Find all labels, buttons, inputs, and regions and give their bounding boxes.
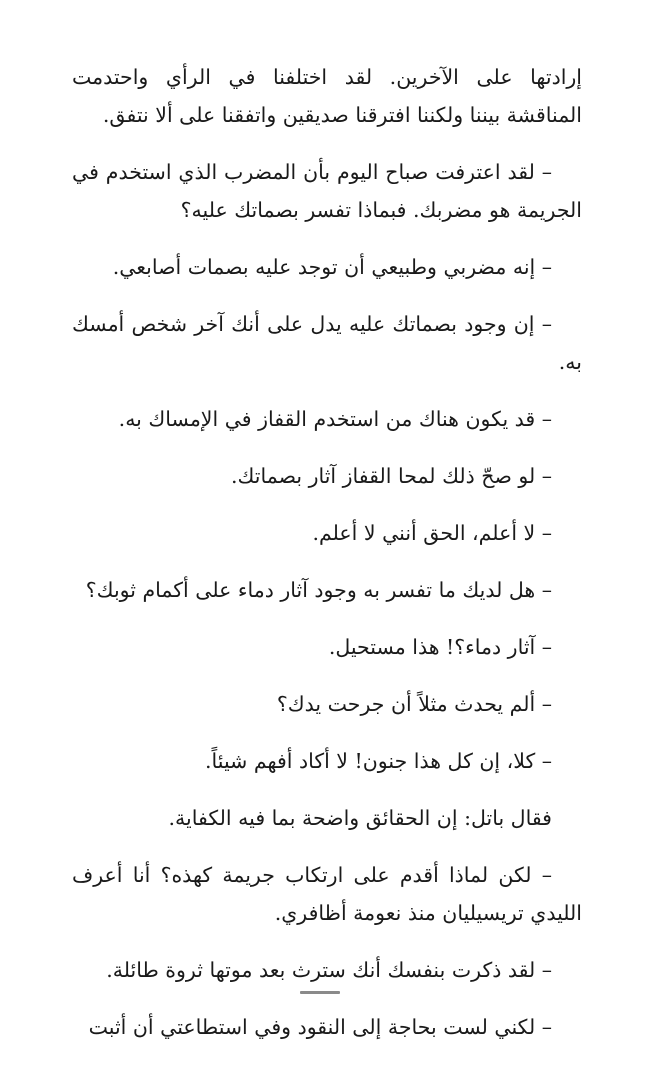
paragraph: – ألم يحدث مثلاً أن جرحت يدك؟ <box>276 692 552 716</box>
cut-off-page-number <box>300 991 340 994</box>
paragraph: فقال باتل: إن الحقائق واضحة بما فيه الكفاية. <box>168 806 552 830</box>
paragraph: – لكني لست بحاجة إلى النقود وفي استطاعتي أن أثبت <box>88 1015 552 1039</box>
paragraph: – لا أعلم، الحق أنني لا أعلم. <box>312 521 552 545</box>
paragraph: – قد يكون هناك من استخدم القفاز في الإمساك به. <box>118 407 552 431</box>
paragraph: – إنه مضربي وطبيعي أن توجد عليه بصمات أصابعي. <box>112 255 552 279</box>
paragraph: – لكن لماذا أقدم على ارتكاب جريمة كهذه؟ أنا أعرف الليدي تريسيليان منذ نعومة أظافري. <box>72 863 582 925</box>
page-bottom-edge <box>0 985 651 1000</box>
paragraph: إرادتها على الآخرين. لقد اختلفنا في الرأي واحتدمت المناقشة بيننا ولكننا افترقنا صديقين واتفقنا على ألا نتفق. <box>72 65 582 127</box>
paragraph: – هل لديك ما تفسر به وجود آثار دماء على أكمام ثوبك؟ <box>85 578 552 602</box>
paragraph: – آثار دماء؟! هذا مستحيل. <box>328 635 552 659</box>
paragraph: – لقد اعترفت صباح اليوم بأن المضرب الذي استخدم في الجريمة هو مضربك. فبماذا تفسر بصماتك عليه؟ <box>72 160 582 222</box>
paragraph: – إن وجود بصماتك عليه يدل على أنك آخر شخص أمسك به. <box>72 312 582 374</box>
book-page <box>72 58 582 1065</box>
paragraph: – لقد ذكرت بنفسك أنك سترث بعد موتها ثروة طائلة. <box>106 958 552 982</box>
paragraph: – كلا، إن كل هذا جنون! لا أكاد أفهم شيئاً. <box>205 749 552 773</box>
paragraph: – لو صحّ ذلك لمحا القفاز آثار بصماتك. <box>230 464 552 488</box>
